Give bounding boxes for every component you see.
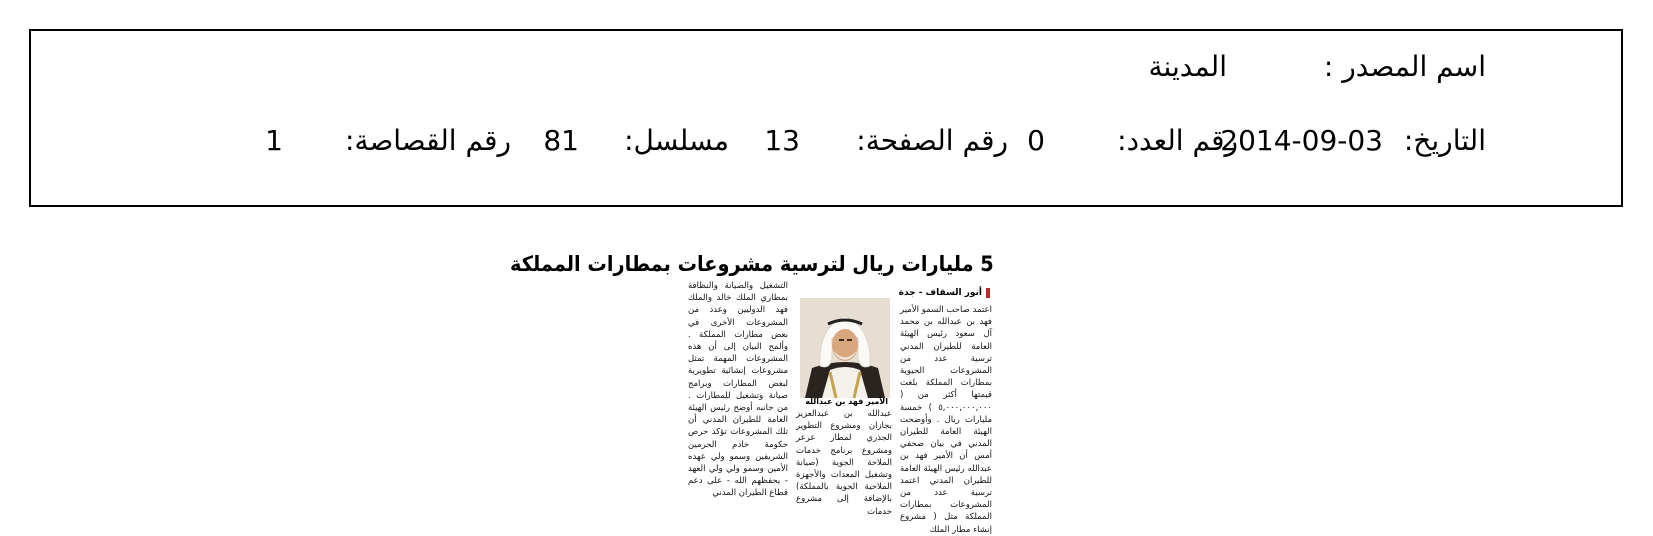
photo-caption: الأمير فهد بن عبدالله <box>805 397 888 406</box>
page-label: رقم الصفحة: <box>856 124 1008 157</box>
page-value: 13 <box>764 124 800 157</box>
article-column-left: التشغيل والصيانة والنظافة بمطاري الملك خالد والملك فهد الدوليين وعدد من المشروعات الأخرى في بعض مطارات المملكة . وألمح البيان إلى أن هذه المشروعات المهمة تمثل مشروعات إنشائية تطويرية لبعض المطارات وبرامج صيانة وتشغيل للمطارات . من جانبه أوضح رئيس الهيئة العامة للطيران المدني أن تلك المشروعات تؤكد حرص حكومة خادم الحرمين الشريفين وسمو ولي عهده الأمين وسمو ولي ولي العهد - يحفظهم الله - على دعم قطاع الطيران المدني <box>688 281 788 499</box>
article-byline: أنور السقاف - جدة <box>899 288 990 298</box>
source-label: اسم المصدر : <box>1323 50 1486 83</box>
clip-label: رقم القصاصة: <box>345 124 511 157</box>
issue-label: رقم العدد: <box>1117 124 1238 157</box>
issue-value: 0 <box>1027 124 1045 157</box>
article-column-right: اعتمد صاحب السمو الأمير فهد بن عبدالله بن محمد آل سعود رئيس الهيئة العامة للطيران المدني ترسية عدد من المشروعات الحيوية بمطارات المملكة بلغت قيمتها أكثر من ( ٥,٠٠٠,٠٠٠,٠٠٠ ) خمسة مليارات ريال . وأوضحت الهيئة العامة للطيران المدني في بيان صحفي أمس أن الأمير فهد بن عبدالله رئيس الهيئة العامة للطيران المدني اعتمد ترسية عدد من المشروعات بمطارات المملكة مثل ( مشروع إنشاء مطار الملك <box>900 305 992 535</box>
date-value: 2014-09-03 <box>1220 124 1383 157</box>
serial-value: 81 <box>543 124 579 157</box>
serial-label: مسلسل: <box>624 124 729 157</box>
source-value: المدينة <box>1148 50 1227 83</box>
clip-value: 1 <box>265 124 283 157</box>
newspaper-clipping <box>510 236 1000 535</box>
portrait-photo <box>800 298 890 398</box>
date-label: التاريخ: <box>1403 124 1486 157</box>
article-headline: 5 مليارات ريال لترسية مشروعات بمطارات المملكة <box>510 252 994 276</box>
article-column-middle: عبدالله بن عبدالعزيز بجازان ومشروع التطوير الجذري لمطار عرعر ومشروع برنامج خدمات الملاحة الجوية (صيانة وتشغيل المعدات والأجهزة الملاحية الجوية بالمملكة) بالإضافة إلى مشروع خدمات <box>796 409 892 517</box>
portrait-illustration <box>800 298 890 398</box>
